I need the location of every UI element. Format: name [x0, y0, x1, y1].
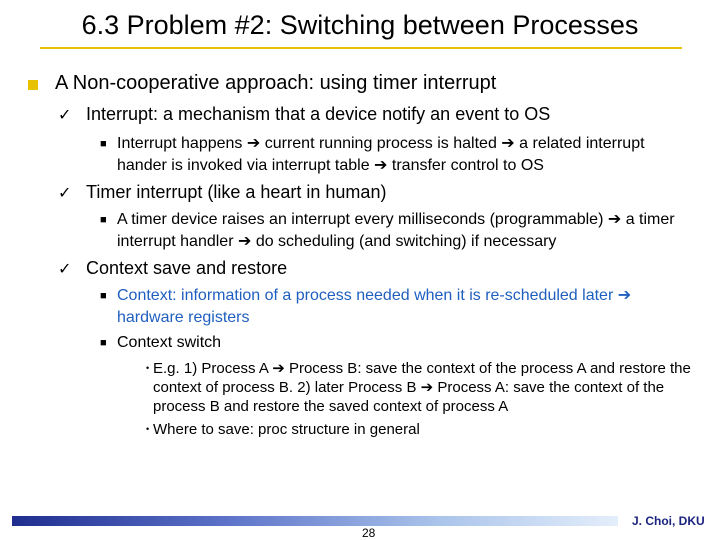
square-bullet-icon: ■	[100, 290, 107, 302]
checkmark-icon: ✓	[58, 185, 72, 202]
dot-bullet-icon: •	[146, 363, 150, 373]
sub-point-text: Context: information of a process needed when it is re-scheduled later ➔ hardware registers	[117, 287, 632, 326]
checkmark-icon: ✓	[58, 107, 72, 124]
square-bullet-icon	[28, 80, 38, 90]
title-underline	[40, 47, 682, 49]
detail-text: Where to save: proc structure in general	[153, 421, 420, 438]
author-credit: J. Choi, DKU	[632, 514, 705, 528]
point-text: Interrupt: a mechanism that a device notify an event to OS	[86, 104, 551, 124]
sub-point-text: Context switch	[117, 334, 222, 351]
square-bullet-icon: ■	[100, 138, 107, 150]
main-heading: A Non-cooperative approach: using timer interrupt	[55, 72, 497, 94]
page-number: 28	[362, 526, 376, 540]
detail-text: E.g. 1) Process A ➔ Process B: save the context of the process A and restore the context of process B. 2) later Process B ➔ Process A: save the context of the process B and restore the saved context of process A	[153, 360, 691, 415]
point-text: Timer interrupt (like a heart in human)	[86, 182, 387, 202]
square-bullet-icon: ■	[100, 214, 107, 226]
sub-point-text: A timer device raises an interrupt every milliseconds (programmable) ➔ a timer interrupt handler ➔ do scheduling (and switching) if necessary	[117, 211, 675, 250]
dot-bullet-icon: •	[146, 424, 150, 434]
sub-point-text: Interrupt happens ➔ current running process is halted ➔ a related interrupt hander is invoked via interrupt table ➔ transfer control to OS	[117, 135, 645, 174]
square-bullet-icon: ■	[100, 337, 107, 349]
checkmark-icon: ✓	[58, 261, 72, 278]
point-text: Context save and restore	[86, 258, 288, 278]
slide-title: 6.3 Problem #2: Switching between Processes	[81, 10, 639, 40]
footer-gradient-bar	[12, 516, 618, 526]
